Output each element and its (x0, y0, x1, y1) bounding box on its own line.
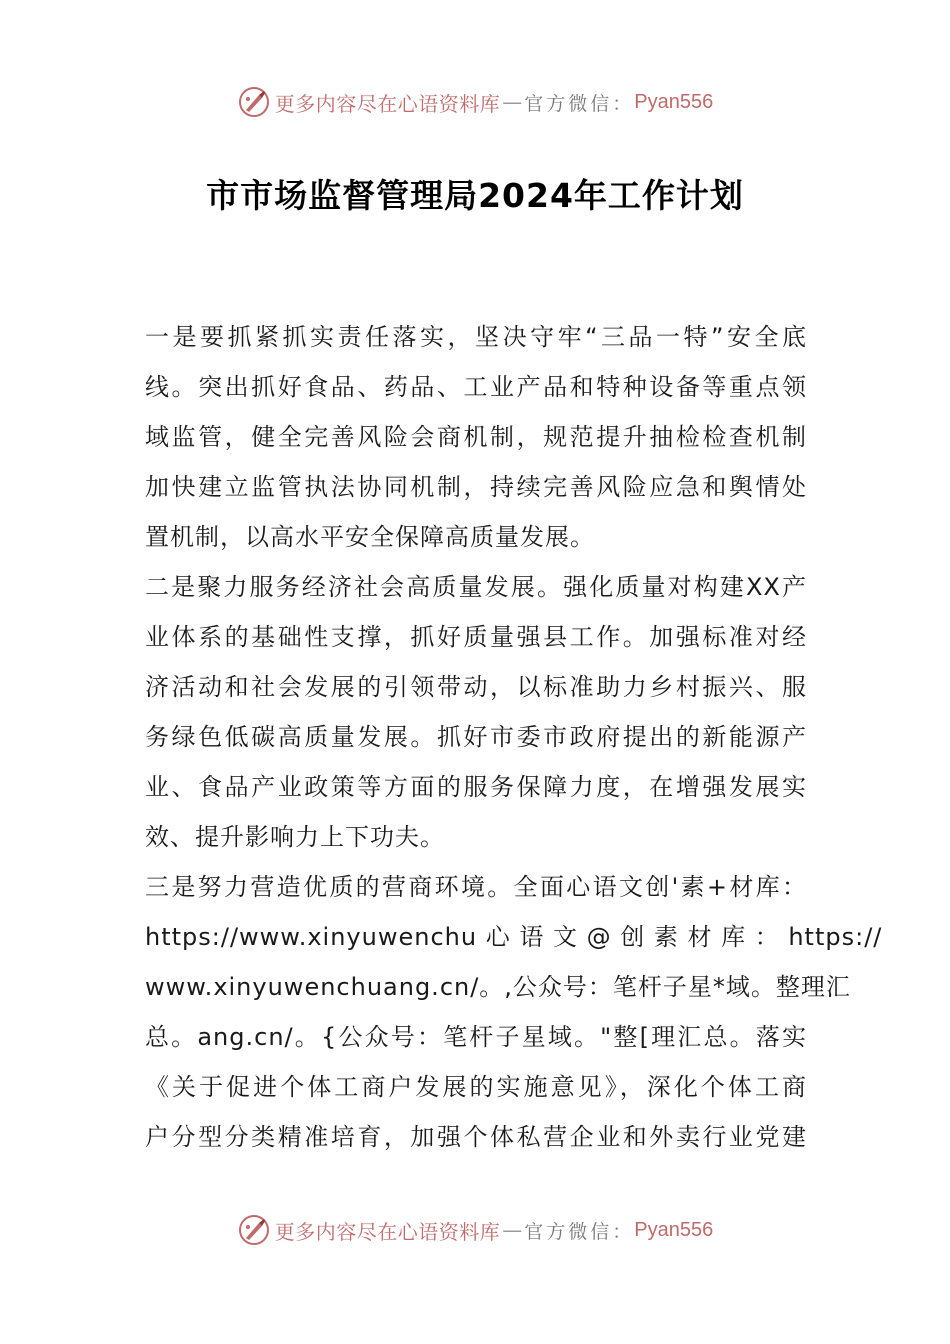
body-line: 业、食品产业政策等方面的服务保障力度，在增强发展实 (145, 773, 807, 801)
body-line: 总。ang.cn/。{公众号：笔杆子星域。"整[理汇总。落实 (145, 1023, 807, 1051)
body-line: 三是努力营造优质的营商环境。全面心语文创'素+材库： (145, 873, 807, 901)
banner-text: 更多内容尽在心语资料库 (274, 91, 501, 116)
body-line: 《关于促进个体工商户发展的实施意见》，深化个体工商 (145, 1073, 807, 1101)
body-line: 业体系的基础性支撑，抓好质量强县工作。加强标准对经 (145, 623, 807, 651)
footer-watermark-banner (0, 1210, 950, 1250)
banner-separator: — (502, 1218, 523, 1242)
body-line: 一是要抓紧抓实责任落实，坚决守牢“三品一特”安全底 (145, 323, 807, 351)
body-line: 二是聚力服务经济社会高质量发展。强化质量对构建XX产 (145, 573, 807, 601)
body-line: 务绿色低碳高质量发展。抓好市委市政府提出的新能源产 (145, 723, 807, 751)
body-line: 户分型分类精准培育，加强个体私营企业和外卖行业党建 (145, 1123, 807, 1151)
banner-label: 官方微信： (524, 1220, 635, 1243)
banner-separator: — (502, 90, 523, 114)
banner-text: 更多内容尽在心语资料库 (274, 1219, 501, 1244)
body-line: https://www.xinyuwenchu 心 语 文 @ 创 素 材 库 ： https:// (145, 923, 883, 951)
quill-logo-icon (237, 85, 271, 119)
body-line: 济活动和社会发展的引领带动，以标准助力乡村振兴、服 (145, 673, 807, 701)
body-line: 效、提升影响力上下功夫。 (145, 823, 445, 851)
body-line: 域监管，健全完善风险会商机制，规范提升抽检检查机制 (145, 423, 807, 451)
document-title: 市市场监督管理局2024年工作计划 (206, 176, 744, 215)
body-line: 加快建立监管执法协同机制，持续完善风险应急和舆情处 (145, 473, 807, 501)
banner-wechat-id: Pyan556 (634, 1218, 714, 1241)
quill-logo-icon (237, 1213, 271, 1247)
document-body (145, 312, 883, 1162)
body-line: 置机制，以高水平安全保障高质量发展。 (145, 523, 595, 551)
body-line: www.xinyuwenchuang.cn/。,公众号：笔杆子星*域。整理汇 (145, 973, 851, 1001)
banner-wechat-id: Pyan556 (634, 90, 714, 113)
header-watermark-banner (0, 82, 950, 122)
body-line: 线。突出抓好食品、药品、工业产品和特种设备等重点领 (145, 373, 807, 401)
banner-label: 官方微信： (524, 92, 635, 115)
